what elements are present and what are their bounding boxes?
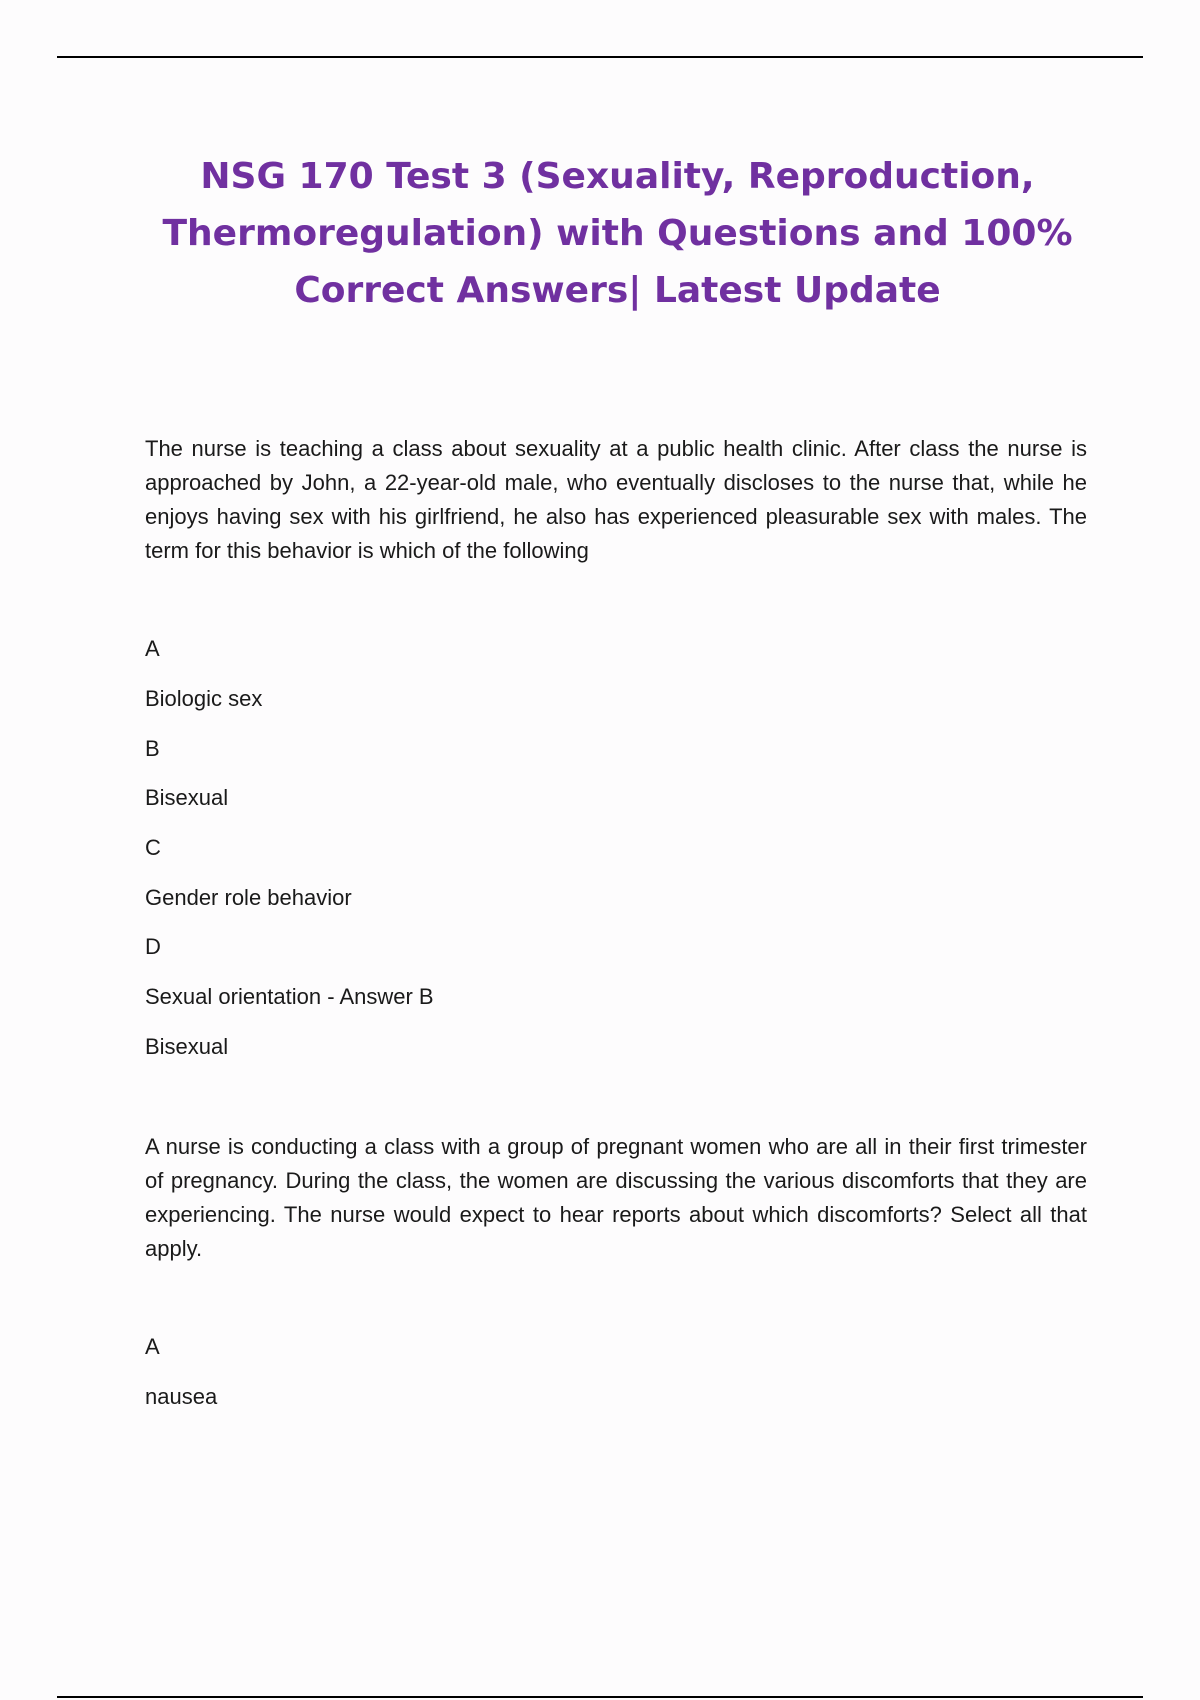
question-1-option-c-letter: C xyxy=(145,835,161,860)
question-2-text: A nurse is conducting a class with a group of pregnant women who are all in their first trimester of pregnancy. During the class, the women are discussing the various discomforts that they are experiencing. The nurse would expect to hear reports about which discomforts? Select all that apply. xyxy=(145,1134,1087,1261)
question-1-text: The nurse is teaching a class about sexuality at a public health clinic. After class the nurse is approached by John, a 22-year-old male, who eventually discloses to the nurse that, while he enjoys having sex with his girlfriend, he also has experienced pleasurable sex with males. The term for this behavior is which of the following xyxy=(145,436,1087,563)
question-2-option-a-text: nausea xyxy=(145,1384,218,1409)
question-1-answer-text: Bisexual xyxy=(145,1034,229,1059)
question-1-option-d-letter: D xyxy=(145,934,161,959)
question-1-option-b-text: Bisexual xyxy=(145,785,229,810)
question-1-option-d-text: Sexual orientation - Answer B xyxy=(145,984,434,1009)
question-1-option-b-letter: B xyxy=(145,736,160,761)
question-1-option-c-text: Gender role behavior xyxy=(145,885,352,910)
question-2-option-a-letter: A xyxy=(145,1334,160,1359)
question-1-option-a-text: Biologic sex xyxy=(145,686,263,711)
header-rule xyxy=(57,56,1143,58)
question-1-option-a-letter: A xyxy=(145,636,160,661)
document-title: NSG 170 Test 3 (Sexuality, Reproduction, Thermoregulation) with Questions and 100% Correct Answers| Latest Update xyxy=(162,156,1073,311)
footer-rule xyxy=(57,1696,1143,1698)
